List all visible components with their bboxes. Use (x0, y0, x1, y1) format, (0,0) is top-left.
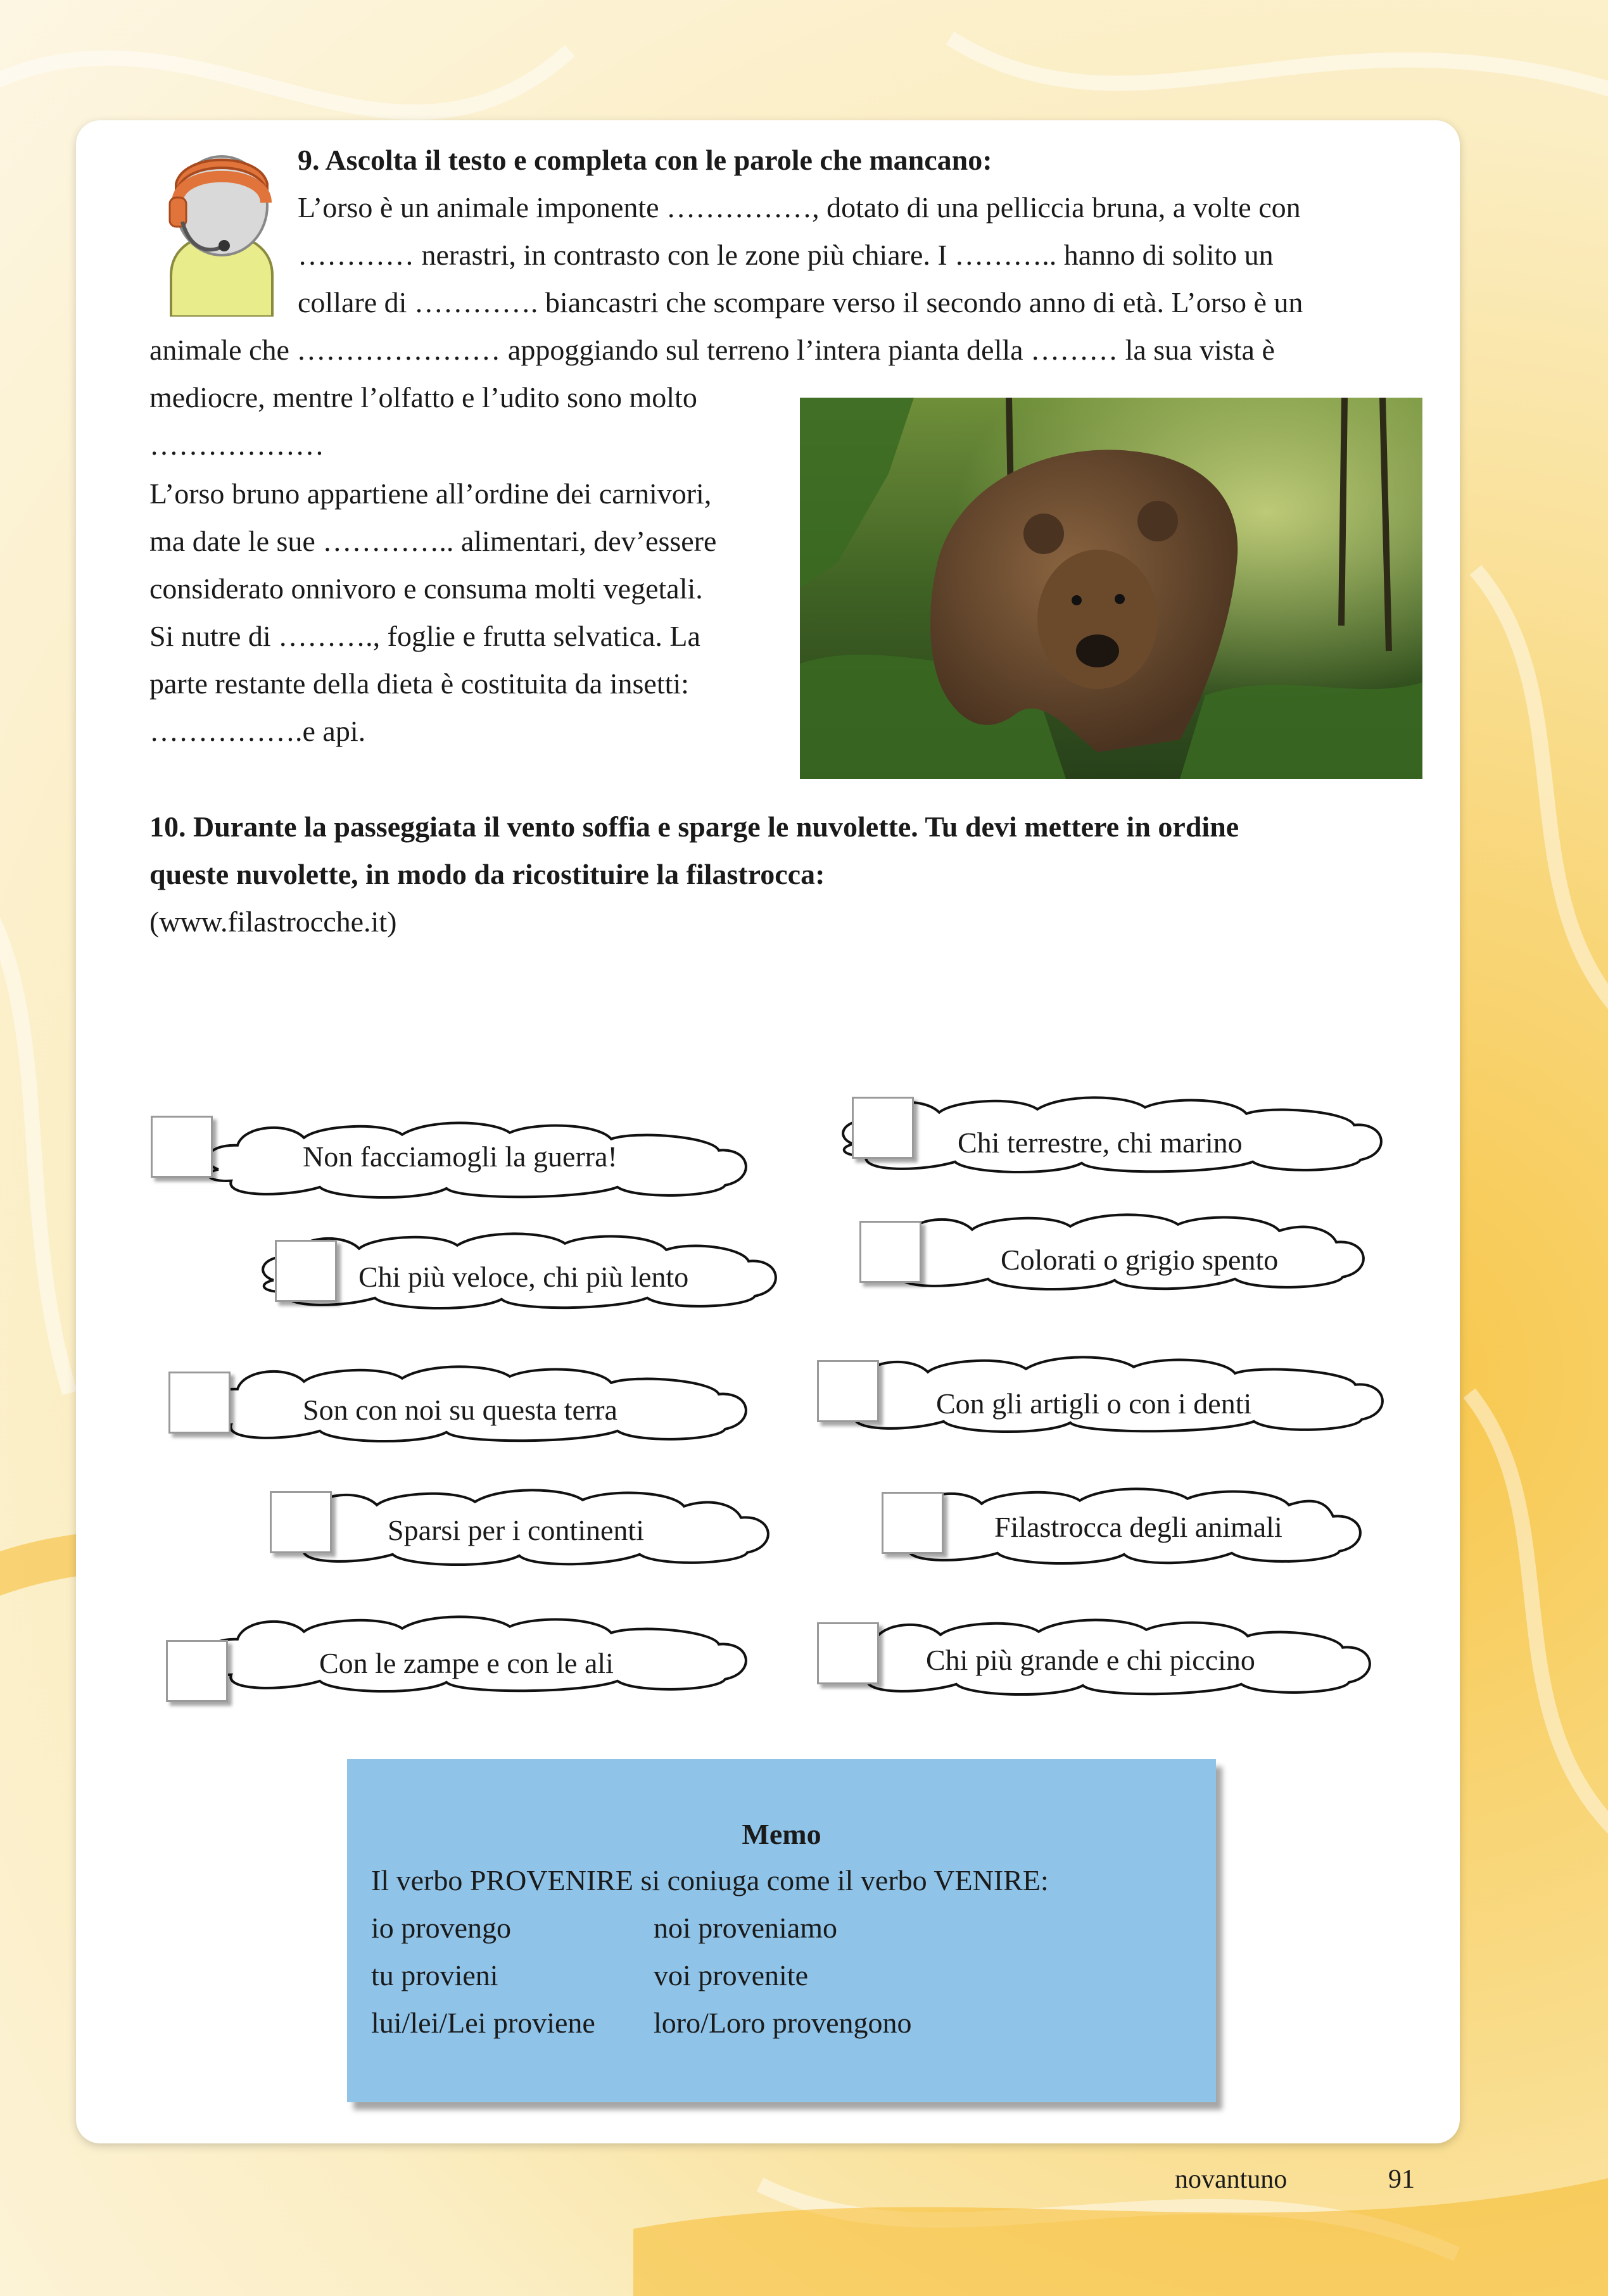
headset-listener-icon (158, 146, 285, 317)
order-checkbox[interactable] (817, 1360, 879, 1422)
memo-conjugation: tu provieni (371, 1959, 498, 1991)
memo-conjugation: noi proveniamo (654, 1912, 837, 1944)
cloud-label: Non facciamogli la guerra! (303, 1140, 617, 1173)
cloud-label: Filastrocca degli animali (994, 1511, 1282, 1543)
memo-intro: Il verbo PROVENIRE si coniuga come il verbo VENIRE: (371, 1864, 1049, 1896)
exercise9-line: ……………… (149, 429, 324, 461)
exercise9-line: animale che ………………… appoggiando sul terreno l’intera pianta della ……… la sua vista è (149, 334, 1275, 366)
memo-conjugation: lui/lei/Lei proviene (371, 2007, 595, 2039)
source-link[interactable]: (www.filastrocche.it) (149, 905, 397, 938)
exercise9-line: L’orso bruno appartiene all’ordine dei carnivori, (149, 477, 712, 510)
cloud-label: Con le zampe e con le ali (319, 1647, 614, 1679)
exercise9-line: ………… nerastri, in contrasto con le zone più chiare. I ……….. hanno di solito un (298, 239, 1274, 271)
page-number-word: novantuno (1175, 2165, 1288, 2194)
exercise9-heading: 9. Ascolta il testo e completa con le parole che mancano: (298, 144, 992, 176)
order-checkbox[interactable] (859, 1221, 921, 1283)
cloud-label: Chi più grande e chi piccino (926, 1644, 1255, 1676)
exercise9-line: parte restante della dieta è costituita da insetti: (149, 667, 689, 700)
order-checkbox[interactable] (151, 1116, 213, 1178)
cloud-label: Colorati o grigio spento (1001, 1244, 1279, 1276)
brown-bear-photo (800, 398, 1422, 779)
order-checkbox[interactable] (817, 1622, 879, 1684)
exercise9-line: …………….e api. (149, 715, 366, 747)
cloud-label: Chi terrestre, chi marino (958, 1126, 1243, 1159)
order-checkbox[interactable] (275, 1240, 337, 1302)
exercise9-line: collare di …………. biancastri che scompare verso il secondo anno di età. L’orso è un (298, 286, 1303, 319)
memo-box (347, 1759, 1216, 2102)
order-checkbox[interactable] (270, 1491, 332, 1553)
order-checkbox[interactable] (852, 1097, 914, 1159)
memo-title: Memo (742, 1818, 821, 1850)
exercise10-heading-line1: 10. Durante la passeggiata il vento soffia e sparge le nuvolette. Tu devi mettere in ordine (149, 811, 1239, 843)
exercise9-line: Si nutre di ………., foglie e frutta selvatica. La (149, 620, 700, 652)
order-checkbox[interactable] (166, 1640, 228, 1702)
page-number: 91 (1388, 2165, 1415, 2194)
cloud-label: Con gli artigli o con i denti (936, 1387, 1252, 1420)
memo-conjugation: voi provenite (654, 1959, 808, 1991)
exercise9-line: considerato onnivoro e consuma molti vegetali. (149, 572, 703, 605)
exercise9-line: L’orso è un animale imponente ……………, dotato di una pelliccia bruna, a volte con (298, 191, 1301, 224)
cloud-label: Chi più veloce, chi più lento (358, 1261, 689, 1293)
memo-conjugation: io provengo (371, 1912, 512, 1944)
exercise9-line: ma date le sue ………….. alimentari, dev’essere (149, 525, 717, 557)
exercise9-line: mediocre, mentre l’olfatto e l’udito sono molto (149, 381, 697, 413)
cloud-label: Sparsi per i continenti (388, 1514, 644, 1546)
memo-conjugation: loro/Loro provengono (654, 2007, 912, 2039)
order-checkbox[interactable] (882, 1492, 944, 1554)
cloud-label: Son con noi su questa terra (303, 1394, 617, 1426)
exercise10-heading-line2: queste nuvolette, in modo da ricostituire la filastrocca: (149, 858, 825, 890)
order-checkbox[interactable] (168, 1372, 231, 1434)
